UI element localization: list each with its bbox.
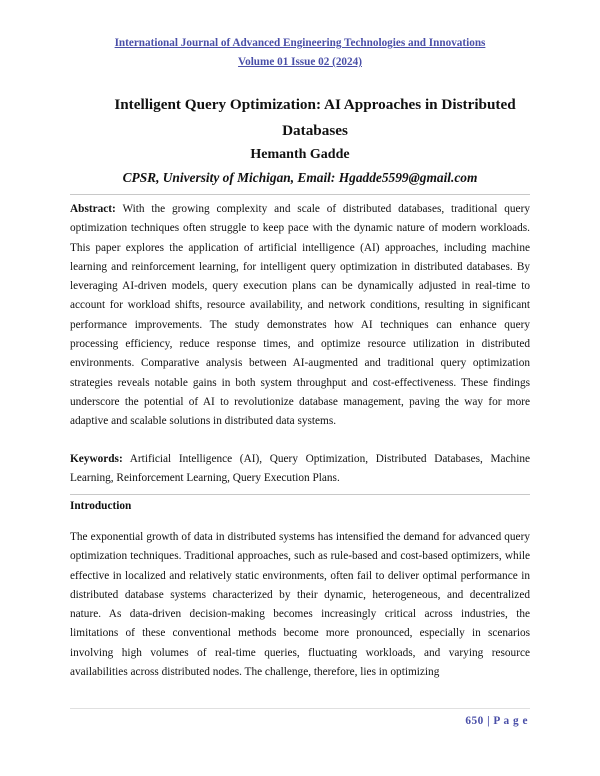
introduction-heading: Introduction <box>70 500 132 512</box>
abstract-text: With the growing complexity and scale of distributed databases, traditional query optimization techniques often struggle to keep pace with the dynamic nature of modern workloads. This paper explores the application of artificial intelligence (AI) approaches, including machine learning and reinforcement learning, for intelligent query optimization in distributed databases. By leveraging AI-driven models, query execution plans can be dynamically adjusted in real-time to account for workload shifts, resource availability, and network conditions, resulting in significant performance improvements. The study demonstrates how AI techniques can enhance query processing efficiency, reduce response times, and optimize resource utilization in distributed environments. Comparative analysis between AI-augmented and traditional query optimization strategies reveals notable gains in both system throughput and cost-effectiveness. These findings underscore the potential of AI to revolutionize database management, paving the way for more adaptive and scalable solutions in distributed data systems. <box>70 203 530 428</box>
journal-title-link[interactable]: International Journal of Advanced Engineering Technologies and Innovations <box>114 37 486 49</box>
introduction-paragraph: The exponential growth of data in distributed systems has intensified the demand for advanced query optimization techniques. Traditional approaches, such as rule-based and cost-based optimizers, while effective in localized and relatively static environments, often fail to deliver optimal performance in distributed database systems characterized by their dynamic, heterogeneous, and decentralized nature. As data-driven decision-making becomes increasingly critical across industries, the limitations of these conventional methods become more pronounced, especially in scenarios involving high volumes of real-time queries, fluctuating workloads, and varying resource availabilities across distributed nodes. The challenge, therefore, lies in optimizing <box>70 531 530 679</box>
abstract-paragraph <box>70 200 530 432</box>
paper-title: Intelligent Query Optimization: AI Approaches in Distributed Databases <box>114 96 516 139</box>
keywords-divider <box>70 494 530 495</box>
journal-volume-link[interactable]: Volume 01 Issue 02 (2024) <box>238 56 362 68</box>
footer-divider <box>70 708 530 709</box>
page-number: 650 | P a g e <box>465 715 528 727</box>
abstract-label: Abstract: <box>70 203 116 215</box>
keywords-label: Keywords: <box>70 453 123 465</box>
header-divider <box>70 194 530 195</box>
keywords-paragraph <box>70 450 530 489</box>
keywords-text: Artificial Intelligence (AI), Query Optimization, Distributed Databases, Machine Learning, Reinforcement Learning, Query Execution Plans. <box>70 453 531 485</box>
author-name: Hemanth Gadde <box>250 147 350 162</box>
author-affiliation: CPSR, University of Michigan, Email: Hgadde5599@gmail.com <box>122 170 478 185</box>
